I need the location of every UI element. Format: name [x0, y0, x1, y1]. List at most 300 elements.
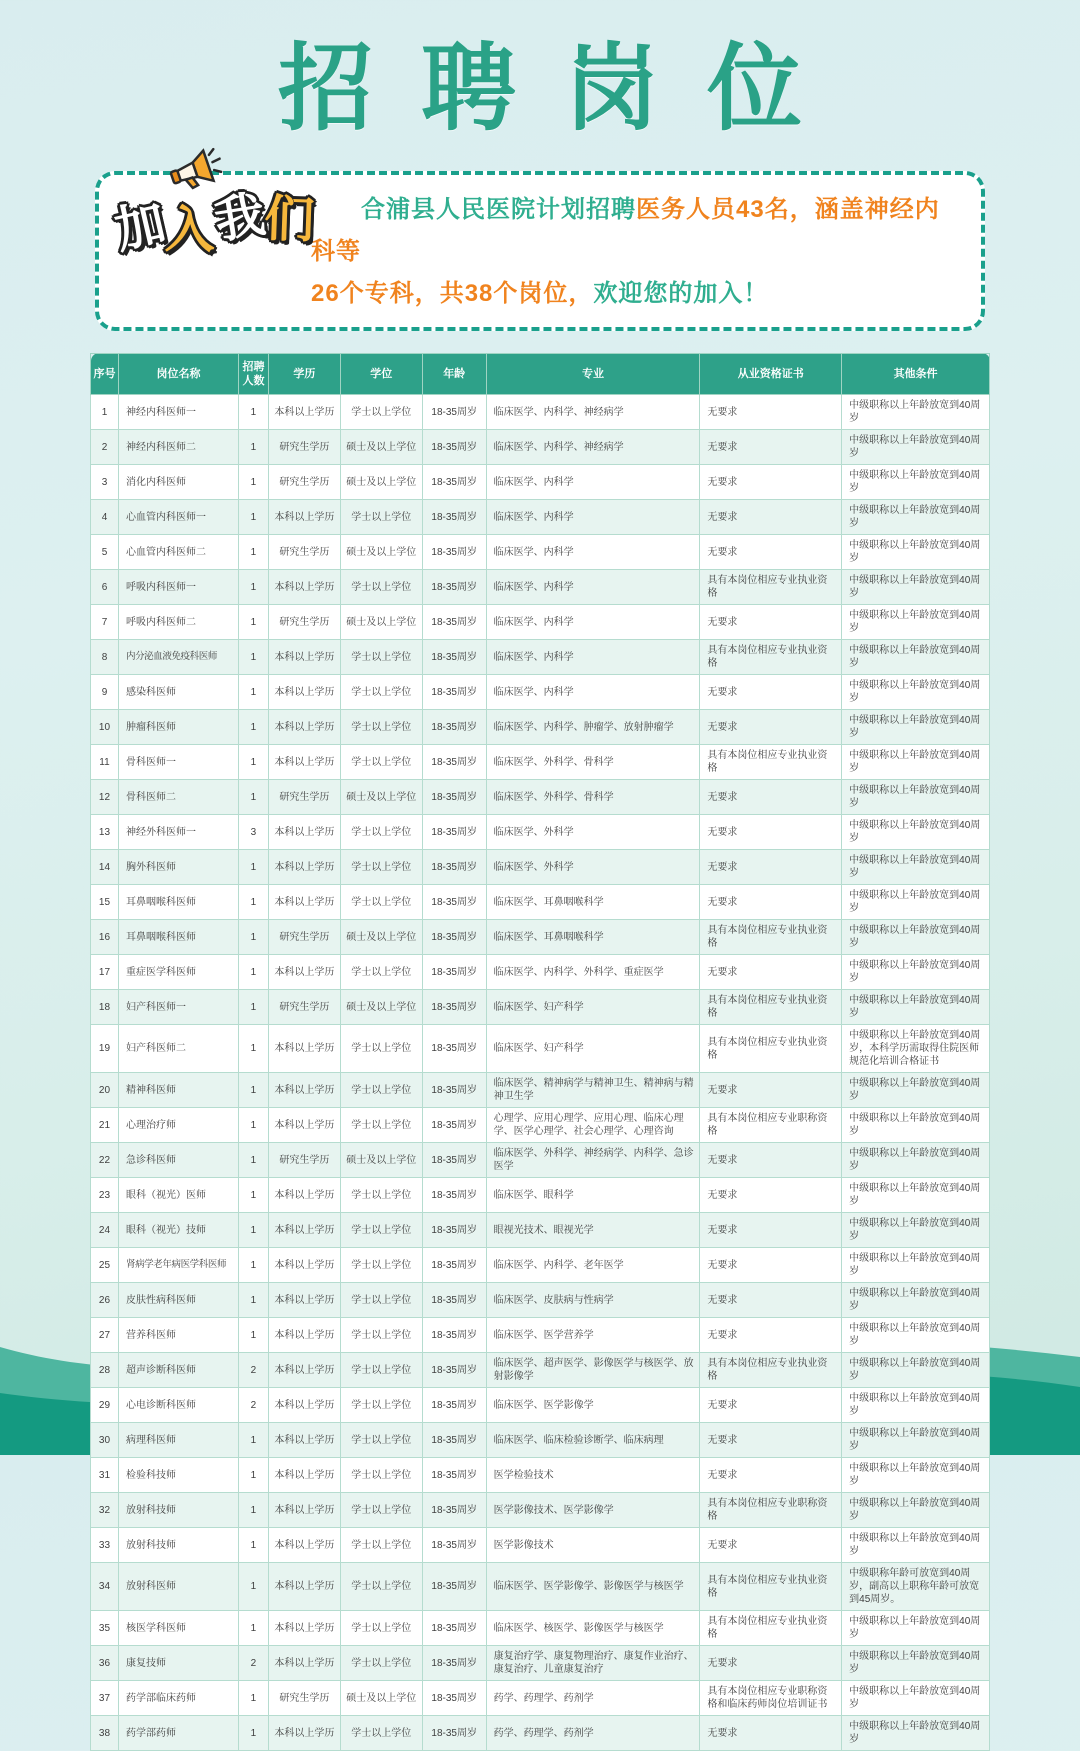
table-cell: 18-35周岁 — [422, 850, 486, 885]
table-cell: 学士以上学位 — [340, 500, 422, 535]
table-cell: 18-35周岁 — [422, 1388, 486, 1423]
table-cell: 康复治疗学、康复物理治疗、康复作业治疗、康复治疗、儿童康复治疗 — [486, 1646, 700, 1681]
table-cell: 无要求 — [700, 815, 842, 850]
table-cell: 1 — [238, 920, 268, 955]
table-cell: 学士以上学位 — [340, 1283, 422, 1318]
table-cell: 研究生学历 — [268, 990, 340, 1025]
table-row — [91, 920, 990, 955]
table-cell: 临床医学、内科学 — [486, 535, 700, 570]
table-cell: 18-35周岁 — [422, 1458, 486, 1493]
table-row — [91, 1108, 990, 1143]
table-cell: 学士以上学位 — [340, 1423, 422, 1458]
table-cell: 18-35周岁 — [422, 1143, 486, 1178]
table-cell: 临床医学、妇产科学 — [486, 990, 700, 1025]
table-cell: 18-35周岁 — [422, 885, 486, 920]
table-cell: 学士以上学位 — [340, 1458, 422, 1493]
table-cell: 1 — [238, 990, 268, 1025]
badge-char: 我 — [210, 185, 269, 249]
table-cell: 本科以上学历 — [268, 885, 340, 920]
table-cell: 23 — [91, 1178, 119, 1213]
table-cell: 中级职称以上年龄放宽到40周岁 — [842, 675, 990, 710]
table-cell: 无要求 — [700, 675, 842, 710]
table-cell: 19 — [91, 1025, 119, 1073]
table-cell: 10 — [91, 710, 119, 745]
table-cell: 21 — [91, 1108, 119, 1143]
column-header: 岗位名称 — [118, 353, 238, 395]
intro-segment: 医务人员43名，涵盖神经内科等 — [311, 195, 940, 265]
table-cell: 中级职称以上年龄放宽到40周岁 — [842, 1423, 990, 1458]
table-cell: 具有本岗位相应专业执业资格 — [700, 920, 842, 955]
table-cell: 放射科技师 — [118, 1493, 238, 1528]
table-cell: 具有本岗位相应专业执业资格 — [700, 640, 842, 675]
table-row — [91, 1458, 990, 1493]
table-row — [91, 1493, 990, 1528]
table-cell: 20 — [91, 1073, 119, 1108]
table-cell: 学士以上学位 — [340, 1318, 422, 1353]
table-row — [91, 1073, 990, 1108]
table-cell: 中级职称以上年龄放宽到40周岁 — [842, 1528, 990, 1563]
table-cell: 医学影像技术 — [486, 1528, 700, 1563]
table-cell: 眼视光技术、眼视光学 — [486, 1213, 700, 1248]
table-cell: 18-35周岁 — [422, 710, 486, 745]
table-cell: 本科以上学历 — [268, 570, 340, 605]
table-cell: 1 — [238, 1611, 268, 1646]
table-cell: 硕士及以上学位 — [340, 1143, 422, 1178]
table-cell: 本科以上学历 — [268, 710, 340, 745]
table-cell: 18-35周岁 — [422, 1611, 486, 1646]
table-cell: 药学部临床药师 — [118, 1681, 238, 1716]
table-cell: 中级职称以上年龄放宽到40周岁 — [842, 710, 990, 745]
table-cell: 药学、药理学、药剂学 — [486, 1716, 700, 1751]
table-cell: 骨科医师一 — [118, 745, 238, 780]
table-row — [91, 640, 990, 675]
table-cell: 无要求 — [700, 1423, 842, 1458]
table-cell: 本科以上学历 — [268, 395, 340, 430]
table-cell: 1 — [238, 1178, 268, 1213]
table-cell: 中级职称以上年龄放宽到40周岁 — [842, 815, 990, 850]
table-cell: 呼吸内科医师二 — [118, 605, 238, 640]
table-cell: 无要求 — [700, 535, 842, 570]
table-cell: 3 — [238, 815, 268, 850]
table-cell: 肾病学老年病医学科医师 — [118, 1248, 238, 1283]
table-cell: 中级职称以上年龄放宽到40周岁 — [842, 1318, 990, 1353]
table-cell: 肿瘤科医师 — [118, 710, 238, 745]
table-cell: 1 — [238, 1681, 268, 1716]
column-header: 招聘人数 — [238, 353, 268, 395]
badge-char: 入 — [164, 201, 216, 259]
table-cell: 具有本岗位相应专业执业资格 — [700, 1563, 842, 1611]
table-cell: 1 — [238, 1108, 268, 1143]
table-cell: 无要求 — [700, 430, 842, 465]
badge-char: 加 — [109, 193, 171, 259]
page-title: 招聘岗位 — [277, 36, 850, 142]
table-cell: 1 — [238, 745, 268, 780]
table-row — [91, 1353, 990, 1388]
table-cell: 皮肤性病科医师 — [118, 1283, 238, 1318]
table-cell: 临床医学、耳鼻咽喉科学 — [486, 885, 700, 920]
table-cell: 18-35周岁 — [422, 955, 486, 990]
table-row — [91, 1318, 990, 1353]
table-cell: 核医学科医师 — [118, 1611, 238, 1646]
table-row — [91, 815, 990, 850]
table-cell: 中级职称以上年龄放宽到40周岁 — [842, 745, 990, 780]
table-cell: 具有本岗位相应专业执业资格 — [700, 1611, 842, 1646]
table-row — [91, 1423, 990, 1458]
table-cell: 无要求 — [700, 465, 842, 500]
table-cell: 学士以上学位 — [340, 1073, 422, 1108]
table-cell: 2 — [238, 1353, 268, 1388]
table-cell: 18-35周岁 — [422, 1178, 486, 1213]
table-cell: 28 — [91, 1353, 119, 1388]
table-cell: 硕士及以上学位 — [340, 605, 422, 640]
table-cell: 硕士及以上学位 — [340, 920, 422, 955]
table-cell: 34 — [91, 1563, 119, 1611]
table-cell: 18-35周岁 — [422, 1716, 486, 1751]
table-cell: 1 — [238, 1213, 268, 1248]
table-cell: 无要求 — [700, 1318, 842, 1353]
table-cell: 中级职称以上年龄放宽到40周岁 — [842, 395, 990, 430]
table-cell: 本科以上学历 — [268, 1493, 340, 1528]
table-row — [91, 1681, 990, 1716]
table-cell: 13 — [91, 815, 119, 850]
table-cell: 无要求 — [700, 1073, 842, 1108]
table-cell: 无要求 — [700, 885, 842, 920]
join-us-badge-text — [109, 185, 316, 259]
table-cell: 临床医学、核医学、影像医学与核医学 — [486, 1611, 700, 1646]
table-cell: 35 — [91, 1611, 119, 1646]
table-cell: 26 — [91, 1283, 119, 1318]
table-cell: 临床医学、外科学 — [486, 850, 700, 885]
table-cell: 中级职称以上年龄放宽到40周岁 — [842, 1248, 990, 1283]
table-row — [91, 1248, 990, 1283]
table-cell: 无要求 — [700, 395, 842, 430]
table-cell: 硕士及以上学位 — [340, 1681, 422, 1716]
table-cell: 中级职称以上年龄放宽到40周岁 — [842, 1108, 990, 1143]
table-row — [91, 1563, 990, 1611]
table-cell: 2 — [238, 1646, 268, 1681]
table-cell: 1 — [91, 395, 119, 430]
table-cell: 中级职称以上年龄放宽到40周岁 — [842, 1213, 990, 1248]
table-cell: 无要求 — [700, 1458, 842, 1493]
table-cell: 中级职称以上年龄放宽到40周岁 — [842, 1353, 990, 1388]
table-cell: 本科以上学历 — [268, 1248, 340, 1283]
table-cell: 1 — [238, 885, 268, 920]
table-cell: 临床医学、内科学 — [486, 675, 700, 710]
table-cell: 临床医学、内科学 — [486, 465, 700, 500]
table-cell: 学士以上学位 — [340, 1493, 422, 1528]
table-cell: 妇产科医师二 — [118, 1025, 238, 1073]
table-row — [91, 1143, 990, 1178]
table-cell: 药学、药理学、药剂学 — [486, 1681, 700, 1716]
table-cell: 中级职称以上年龄放宽到40周岁 — [842, 1073, 990, 1108]
table-cell: 本科以上学历 — [268, 1423, 340, 1458]
table-cell: 心理学、应用心理学、应用心理、临床心理学、医学心理学、社会心理学、心理咨询 — [486, 1108, 700, 1143]
table-cell: 1 — [238, 395, 268, 430]
table-cell: 无要求 — [700, 605, 842, 640]
join-us-badge — [111, 158, 315, 285]
table-cell: 感染科医师 — [118, 675, 238, 710]
table-cell: 学士以上学位 — [340, 570, 422, 605]
table-cell: 11 — [91, 745, 119, 780]
table-cell: 精神科医师 — [118, 1073, 238, 1108]
table-cell: 学士以上学位 — [340, 955, 422, 990]
table-cell: 研究生学历 — [268, 1143, 340, 1178]
table-cell: 18-35周岁 — [422, 675, 486, 710]
table-cell: 1 — [238, 430, 268, 465]
table-cell: 学士以上学位 — [340, 1646, 422, 1681]
table-cell: 本科以上学历 — [268, 640, 340, 675]
table-cell: 无要求 — [700, 1388, 842, 1423]
table-cell: 18-35周岁 — [422, 1563, 486, 1611]
table-cell: 研究生学历 — [268, 780, 340, 815]
table-cell: 研究生学历 — [268, 465, 340, 500]
table-cell: 9 — [91, 675, 119, 710]
table-cell: 眼科（视光）技师 — [118, 1213, 238, 1248]
table-cell: 2 — [91, 430, 119, 465]
table-row — [91, 675, 990, 710]
table-cell: 硕士及以上学位 — [340, 535, 422, 570]
table-cell: 消化内科医师 — [118, 465, 238, 500]
table-cell: 具有本岗位相应专业执业资格 — [700, 990, 842, 1025]
table-cell: 本科以上学历 — [268, 1611, 340, 1646]
table-cell: 临床医学、外科学、骨科学 — [486, 745, 700, 780]
table-cell: 18-35周岁 — [422, 570, 486, 605]
table-cell: 33 — [91, 1528, 119, 1563]
table-cell: 18-35周岁 — [422, 640, 486, 675]
table-cell: 临床医学、医学影像学、影像医学与核医学 — [486, 1563, 700, 1611]
table-cell: 中级职称以上年龄放宽到40周岁 — [842, 1143, 990, 1178]
jobs-table-header-row — [91, 353, 990, 395]
table-cell: 学士以上学位 — [340, 1025, 422, 1073]
table-cell: 硕士及以上学位 — [340, 430, 422, 465]
table-cell: 病理科医师 — [118, 1423, 238, 1458]
table-cell: 中级职称以上年龄放宽到40周岁 — [842, 1458, 990, 1493]
table-row — [91, 990, 990, 1025]
table-cell: 本科以上学历 — [268, 1108, 340, 1143]
table-cell: 研究生学历 — [268, 430, 340, 465]
table-cell: 无要求 — [700, 850, 842, 885]
table-cell: 学士以上学位 — [340, 1611, 422, 1646]
table-cell: 中级职称以上年龄放宽到40周岁，本科学历需取得住院医师规范化培训合格证书 — [842, 1025, 990, 1073]
table-row — [91, 1025, 990, 1073]
table-cell: 临床医学、临床检验诊断学、临床病理 — [486, 1423, 700, 1458]
table-cell: 7 — [91, 605, 119, 640]
table-cell: 胸外科医师 — [118, 850, 238, 885]
table-cell: 学士以上学位 — [340, 1528, 422, 1563]
table-cell: 27 — [91, 1318, 119, 1353]
table-row — [91, 1646, 990, 1681]
table-cell: 无要求 — [700, 1178, 842, 1213]
table-cell: 硕士及以上学位 — [340, 780, 422, 815]
table-row — [91, 395, 990, 430]
table-cell: 22 — [91, 1143, 119, 1178]
intro-text — [311, 189, 955, 315]
table-cell: 学士以上学位 — [340, 1388, 422, 1423]
table-cell: 临床医学、耳鼻咽喉科学 — [486, 920, 700, 955]
table-cell: 研究生学历 — [268, 605, 340, 640]
table-cell: 临床医学、内科学、老年医学 — [486, 1248, 700, 1283]
table-cell: 18-35周岁 — [422, 1528, 486, 1563]
table-cell: 1 — [238, 675, 268, 710]
table-row — [91, 500, 990, 535]
table-cell: 1 — [238, 535, 268, 570]
table-cell: 临床医学、外科学、骨科学 — [486, 780, 700, 815]
table-cell: 临床医学、内科学、神经病学 — [486, 430, 700, 465]
table-cell: 18-35周岁 — [422, 745, 486, 780]
table-cell: 18 — [91, 990, 119, 1025]
table-cell: 心理治疗师 — [118, 1108, 238, 1143]
table-cell: 学士以上学位 — [340, 1213, 422, 1248]
table-cell: 中级职称以上年龄放宽到40周岁 — [842, 780, 990, 815]
table-cell: 临床医学、外科学 — [486, 815, 700, 850]
table-cell: 内分泌血液免疫科医师 — [118, 640, 238, 675]
table-cell: 中级职称以上年龄放宽到40周岁 — [842, 605, 990, 640]
table-cell: 1 — [238, 1716, 268, 1751]
table-cell: 本科以上学历 — [268, 1528, 340, 1563]
table-cell: 无要求 — [700, 710, 842, 745]
table-cell: 呼吸内科医师一 — [118, 570, 238, 605]
table-cell: 18-35周岁 — [422, 780, 486, 815]
table-cell: 18-35周岁 — [422, 1353, 486, 1388]
column-header: 从业资格证书 — [700, 353, 842, 395]
table-cell: 1 — [238, 955, 268, 990]
table-cell: 中级职称以上年龄放宽到40周岁 — [842, 1681, 990, 1716]
table-cell: 学士以上学位 — [340, 1353, 422, 1388]
table-cell: 中级职称以上年龄放宽到40周岁 — [842, 465, 990, 500]
table-cell: 32 — [91, 1493, 119, 1528]
table-row — [91, 605, 990, 640]
table-cell: 1 — [238, 640, 268, 675]
badge-char: 们 — [263, 190, 316, 248]
table-cell: 本科以上学历 — [268, 1025, 340, 1073]
table-cell: 中级职称以上年龄放宽到40周岁 — [842, 1178, 990, 1213]
table-row — [91, 1611, 990, 1646]
table-cell: 学士以上学位 — [340, 815, 422, 850]
table-cell: 耳鼻咽喉科医师 — [118, 885, 238, 920]
table-cell: 38 — [91, 1716, 119, 1751]
table-cell: 临床医学、内科学 — [486, 500, 700, 535]
table-cell: 重症医学科医师 — [118, 955, 238, 990]
table-cell: 学士以上学位 — [340, 885, 422, 920]
table-cell: 1 — [238, 780, 268, 815]
table-cell: 1 — [238, 1143, 268, 1178]
table-cell: 18-35周岁 — [422, 815, 486, 850]
table-cell: 学士以上学位 — [340, 850, 422, 885]
table-cell: 营养科医师 — [118, 1318, 238, 1353]
table-cell: 研究生学历 — [268, 535, 340, 570]
table-cell: 1 — [238, 1073, 268, 1108]
table-cell: 1 — [238, 1318, 268, 1353]
table-cell: 妇产科医师一 — [118, 990, 238, 1025]
table-cell: 学士以上学位 — [340, 675, 422, 710]
table-cell: 心血管内科医师一 — [118, 500, 238, 535]
table-cell: 本科以上学历 — [268, 815, 340, 850]
table-cell: 18-35周岁 — [422, 1681, 486, 1716]
table-row — [91, 535, 990, 570]
table-cell: 放射科技师 — [118, 1528, 238, 1563]
table-cell: 学士以上学位 — [340, 640, 422, 675]
table-cell: 临床医学、皮肤病与性病学 — [486, 1283, 700, 1318]
table-cell: 中级职称以上年龄放宽到40周岁 — [842, 990, 990, 1025]
table-cell: 37 — [91, 1681, 119, 1716]
column-header: 序号 — [91, 353, 119, 395]
table-cell: 1 — [238, 1458, 268, 1493]
jobs-table — [90, 353, 990, 1751]
table-cell: 耳鼻咽喉科医师 — [118, 920, 238, 955]
intro-box — [95, 171, 985, 331]
table-cell: 无要求 — [700, 500, 842, 535]
table-cell: 本科以上学历 — [268, 1716, 340, 1751]
table-row — [91, 1528, 990, 1563]
table-row — [91, 1178, 990, 1213]
table-cell: 学士以上学位 — [340, 1716, 422, 1751]
table-cell: 医学影像技术、医学影像学 — [486, 1493, 700, 1528]
table-row — [91, 430, 990, 465]
table-cell: 无要求 — [700, 1283, 842, 1318]
table-cell: 神经外科医师一 — [118, 815, 238, 850]
table-cell: 29 — [91, 1388, 119, 1423]
table-cell: 中级职称以上年龄放宽到40周岁 — [842, 1493, 990, 1528]
table-cell: 14 — [91, 850, 119, 885]
table-cell: 18-35周岁 — [422, 605, 486, 640]
table-cell: 15 — [91, 885, 119, 920]
table-row — [91, 745, 990, 780]
table-cell: 18-35周岁 — [422, 1073, 486, 1108]
table-cell: 临床医学、内科学 — [486, 605, 700, 640]
table-cell: 12 — [91, 780, 119, 815]
table-cell: 1 — [238, 605, 268, 640]
table-cell: 18-35周岁 — [422, 395, 486, 430]
table-cell: 中级职称以上年龄放宽到40周岁 — [842, 570, 990, 605]
table-row — [91, 1283, 990, 1318]
table-cell: 本科以上学历 — [268, 955, 340, 990]
jobs-table-body — [91, 395, 990, 1751]
table-cell: 18-35周岁 — [422, 1248, 486, 1283]
table-cell: 本科以上学历 — [268, 745, 340, 780]
table-cell: 临床医学、眼科学 — [486, 1178, 700, 1213]
table-row — [91, 465, 990, 500]
table-cell: 本科以上学历 — [268, 675, 340, 710]
table-cell: 学士以上学位 — [340, 1178, 422, 1213]
table-row — [91, 570, 990, 605]
column-header: 其他条件 — [842, 353, 990, 395]
table-cell: 无要求 — [700, 1716, 842, 1751]
table-cell: 本科以上学历 — [268, 1213, 340, 1248]
table-cell: 18-35周岁 — [422, 1283, 486, 1318]
table-cell: 中级职称以上年龄放宽到40周岁 — [842, 1283, 990, 1318]
table-cell: 中级职称以上年龄放宽到40周岁 — [842, 920, 990, 955]
table-cell: 中级职称以上年龄放宽到40周岁 — [842, 500, 990, 535]
table-cell: 硕士及以上学位 — [340, 465, 422, 500]
table-cell: 学士以上学位 — [340, 1563, 422, 1611]
table-cell: 1 — [238, 570, 268, 605]
table-cell: 临床医学、内科学、肿瘤学、放射肿瘤学 — [486, 710, 700, 745]
table-cell: 研究生学历 — [268, 920, 340, 955]
table-cell: 30 — [91, 1423, 119, 1458]
table-cell: 药学部药师 — [118, 1716, 238, 1751]
table-cell: 检验科技师 — [118, 1458, 238, 1493]
column-header: 年龄 — [422, 353, 486, 395]
table-cell: 18-35周岁 — [422, 1493, 486, 1528]
table-cell: 神经内科医师一 — [118, 395, 238, 430]
table-cell: 18-35周岁 — [422, 920, 486, 955]
table-cell: 中级职称以上年龄放宽到40周岁 — [842, 955, 990, 990]
table-cell: 17 — [91, 955, 119, 990]
table-cell: 中级职称以上年龄放宽到40周岁 — [842, 885, 990, 920]
table-cell: 眼科（视光）医师 — [118, 1178, 238, 1213]
table-cell: 心血管内科医师二 — [118, 535, 238, 570]
table-cell: 1 — [238, 1248, 268, 1283]
